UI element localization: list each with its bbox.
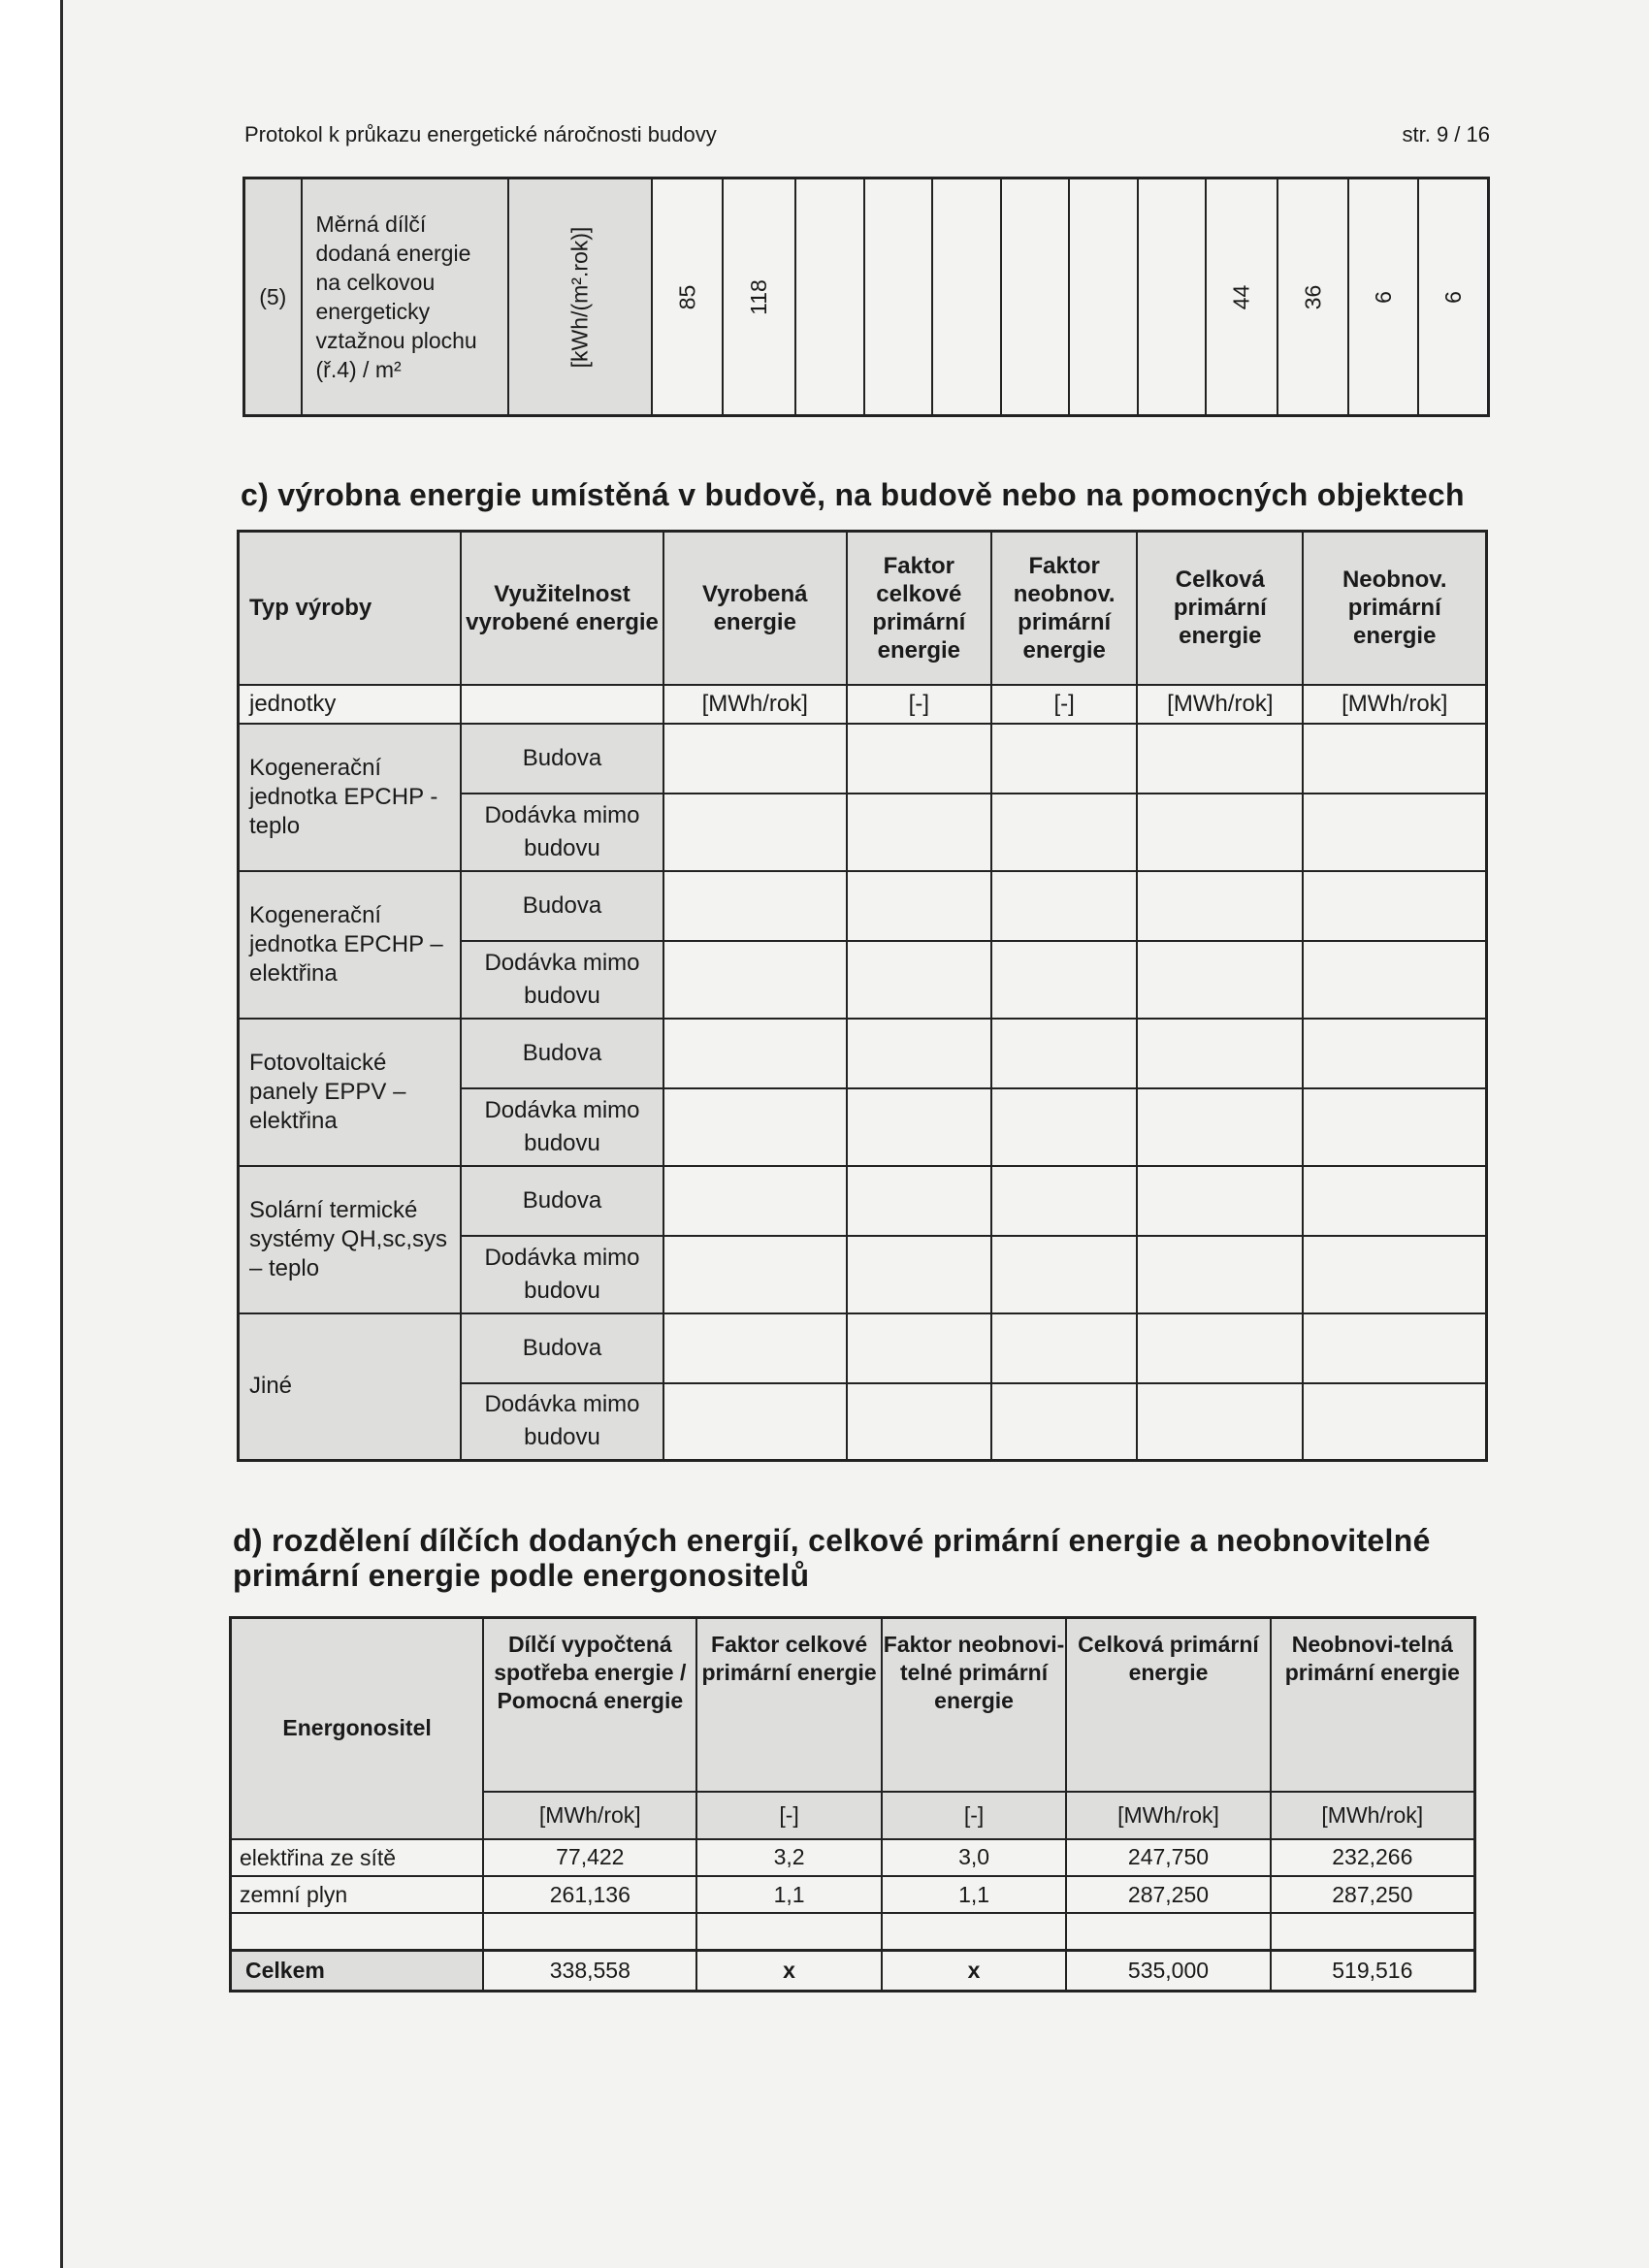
table-row	[231, 1913, 1475, 1950]
header-row	[239, 532, 1487, 685]
value-cell	[1069, 178, 1138, 416]
value-cell: 6	[1348, 178, 1418, 416]
table-row: zemní plyn 261,136 1,1 1,1 287,250 287,250	[231, 1876, 1475, 1913]
production-type: Fotovoltaické panely EPPV – elektřina	[239, 1019, 462, 1166]
usage-cell: Budova	[461, 1313, 663, 1383]
column-header: Faktor celkové primární energie	[847, 532, 992, 685]
section-c-heading: c) výrobna energie umístěná v budově, na budově nebo na pomocných objektech	[241, 477, 1465, 512]
column-header: Celková primární energie	[1137, 532, 1303, 685]
usage-cell: Dodávka mimo budovu	[461, 794, 663, 871]
page-number: str. 9 / 16	[1402, 122, 1490, 146]
unit-cell	[508, 178, 652, 416]
usage-cell: Budova	[461, 1019, 663, 1088]
column-header: Typ výroby	[239, 532, 462, 685]
usage-cell: Dodávka mimo budovu	[461, 941, 663, 1019]
production-type: Solární termické systémy QH,sc,sys – teplo	[239, 1166, 462, 1313]
column-header: Faktor celkové primární energie	[696, 1618, 881, 1793]
table-row	[239, 1313, 1487, 1383]
table-row	[239, 1166, 1487, 1236]
production-type: Kogenerační jednotka EPCHP – elektřina	[239, 871, 462, 1019]
table-row: elektřina ze sítě 77,422 3,2 3,0 247,750 232,266	[231, 1839, 1475, 1876]
unit-label: [kWh/(m².rok)]	[566, 226, 593, 368]
column-header: Energonositel	[231, 1618, 484, 1839]
value-cell: 85	[652, 178, 723, 416]
column-header: Faktor neobnovi-telné primární energie	[882, 1618, 1067, 1793]
column-header: Celková primární energie	[1066, 1618, 1270, 1793]
scan-left-edge	[0, 0, 63, 2268]
unit-cell: [MWh/rok]	[1271, 1792, 1475, 1839]
usage-cell: Budova	[461, 1166, 663, 1236]
total-row: Celkem 338,558 x x 535,000 519,516	[231, 1950, 1475, 1991]
unit-cell: [MWh/rok]	[1137, 685, 1303, 724]
unit-cell: [MWh/rok]	[483, 1792, 696, 1839]
value-cell: 6	[1418, 178, 1489, 416]
total-label: Celkem	[231, 1950, 484, 1991]
column-header: Vyrobená energie	[663, 532, 847, 685]
column-header: Využitelnost vyrobené energie	[461, 532, 663, 685]
header-row	[231, 1618, 1475, 1793]
value-cell	[932, 178, 1001, 416]
column-header: Dílčí vypočtená spotřeba energie / Pomocná energie	[483, 1618, 696, 1793]
value-cell	[795, 178, 864, 416]
unit-cell: [-]	[696, 1792, 881, 1839]
unit-cell: [MWh/rok]	[663, 685, 847, 724]
unit-cell: [-]	[847, 685, 992, 724]
specific-energy-row-table	[242, 177, 1490, 417]
table-row	[244, 178, 1489, 416]
units-label: jednotky	[239, 685, 462, 724]
usage-cell: Dodávka mimo budovu	[461, 1383, 663, 1461]
row-label: Měrná dílčí dodaná energie na celkovou energeticky vztažnou plochu (ř.4) / m²	[302, 178, 509, 416]
production-type: Kogenerační jednotka EPCHP - teplo	[239, 724, 462, 871]
production-table	[237, 530, 1488, 1462]
table-row	[239, 871, 1487, 941]
carrier-name: elektřina ze sítě	[231, 1839, 484, 1876]
unit-cell: [MWh/rok]	[1066, 1792, 1270, 1839]
table-row	[239, 1019, 1487, 1088]
document-title: Protokol k průkazu energetické náročnosti budovy	[244, 122, 717, 146]
column-header: Faktor neobnov. primární energie	[991, 532, 1137, 685]
usage-cell: Dodávka mimo budovu	[461, 1088, 663, 1166]
energy-carrier-table	[229, 1616, 1476, 1993]
carrier-name: zemní plyn	[231, 1876, 484, 1913]
table-row	[239, 724, 1487, 794]
usage-cell: Budova	[461, 871, 663, 941]
value-cell	[864, 178, 933, 416]
page-header	[244, 122, 1490, 147]
usage-cell: Dodávka mimo budovu	[461, 1236, 663, 1313]
section-d-heading: d) rozdělení dílčích dodaných energií, celkové primární energie a neobnovitelné primární energie podle energonositelů	[233, 1523, 1431, 1593]
units-row	[239, 685, 1487, 724]
column-header: Neobnov. primární energie	[1303, 532, 1486, 685]
usage-cell: Budova	[461, 724, 663, 794]
value-cell: 44	[1206, 178, 1277, 416]
production-type: Jiné	[239, 1313, 462, 1461]
row-number: (5)	[244, 178, 302, 416]
value-cell: 36	[1277, 178, 1348, 416]
unit-cell: [-]	[882, 1792, 1067, 1839]
value-cell	[1138, 178, 1207, 416]
column-header: Neobnovi-telná primární energie	[1271, 1618, 1475, 1793]
value-cell	[1001, 178, 1070, 416]
unit-cell: [-]	[991, 685, 1137, 724]
value-cell: 118	[723, 178, 795, 416]
unit-cell: [MWh/rok]	[1303, 685, 1486, 724]
